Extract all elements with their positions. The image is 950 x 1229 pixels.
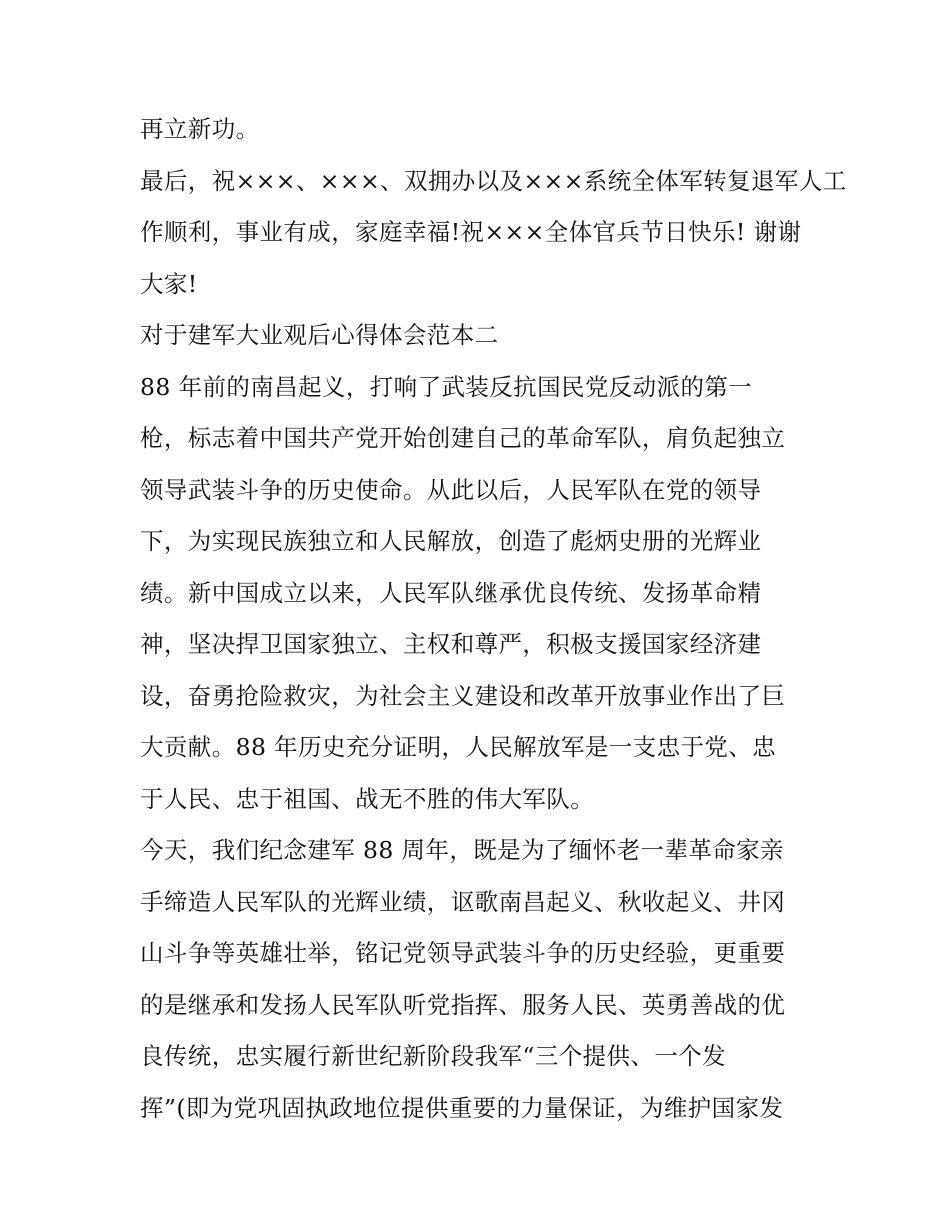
text-line: 挥”(即为党巩固执政地位提供重要的力量保证，为维护国家发 [140,1093,784,1122]
text-line: 下，为实现民族独立和人民解放，创造了彪炳史册的光辉业 [140,527,762,555]
text-line: 设，奋勇抢险救灾，为社会主义建设和改革开放事业作出了巨 [140,681,786,710]
text-line: 绩。新中国成立以来，人民军队继承优良传统、发扬革命精 [140,578,762,607]
text-line: 作顺利，事业有成，家庭幸福!祝×××全体官兵节日快乐! 谢谢 [140,218,802,246]
text-line: 的是继承和发扬人民军队听党指挥、服务人民、英勇善战的优 [140,990,786,1019]
text-line: 最后，祝×××、×××、双拥办以及×××系统全体军转复退军人工 [140,166,847,195]
text-line: 今天，我们纪念建军 88 周年，既是为了缅怀老一辈革命家亲 [140,836,784,864]
text-line: 88 年前的南昌起义，打响了武装反抗国民党反动派的第一 [140,372,753,401]
text-line: 领导武装斗争的历史使命。从此以后，人民军队在党的领导 [140,475,762,504]
text-line: 神，坚决捍卫国家独立、主权和尊严，积极支援国家经济建 [140,630,762,658]
text-line: 手缔造人民军队的光辉业绩，讴歌南昌起义、秋收起义、井冈 [140,887,786,916]
text-line: 大家! [140,269,198,298]
text-line: 于人民、忠于祖国、战无不胜的伟大军队。 [140,784,595,813]
text-line: 大贡献。88 年历史充分证明，人民解放军是一支忠于党、忠 [140,733,777,761]
section-heading: 对于建军大业观后心得体会范本二 [140,321,499,349]
text-line: 山斗争等英雄壮举，铭记党领导武装斗争的历史经验，更重要 [140,939,786,967]
text-line: 再立新功。 [140,115,260,143]
text-line: 良传统，忠实履行新世纪新阶段我军“三个提供、一个发 [140,1042,727,1070]
body-text [140,104,847,1134]
text-line: 枪，标志着中国共产党开始创建自己的革命军队，肩负起独立 [140,424,786,452]
